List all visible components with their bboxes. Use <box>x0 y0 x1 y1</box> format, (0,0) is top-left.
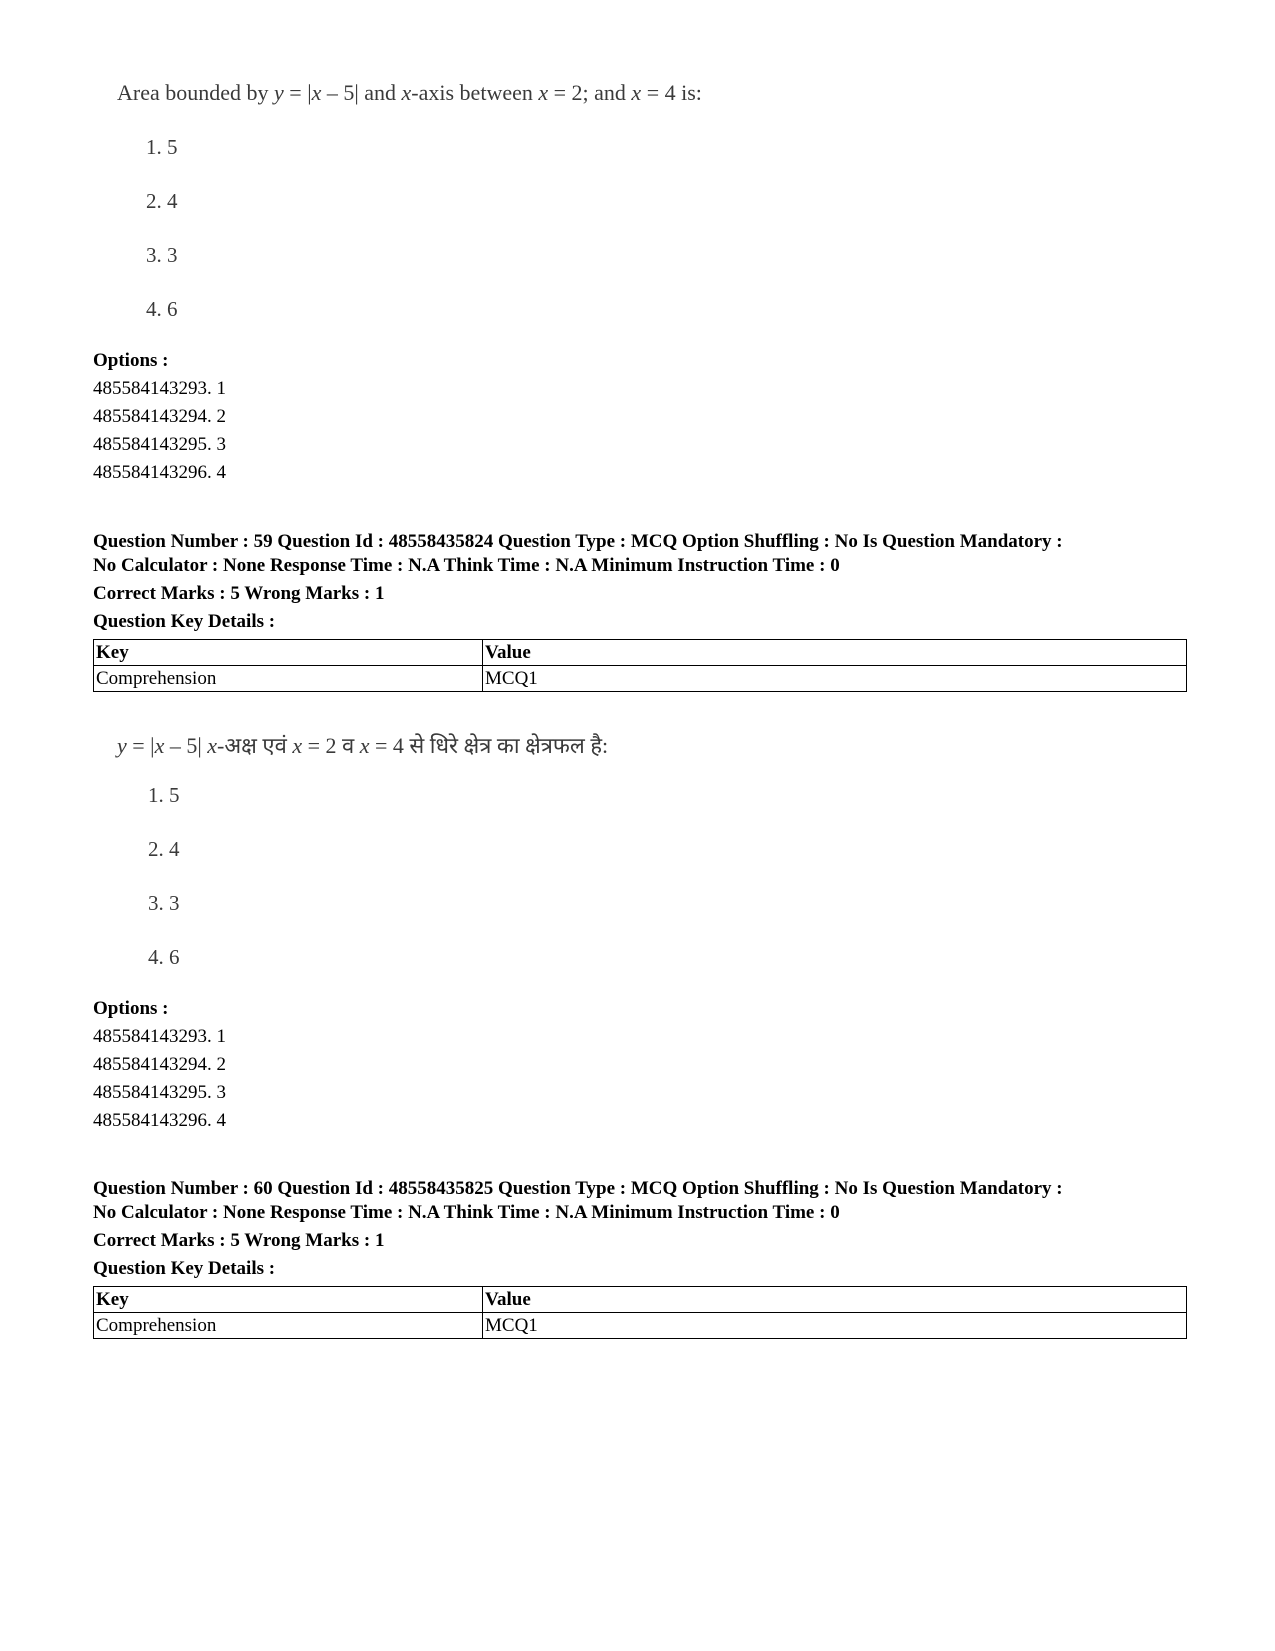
question-text-hindi <box>117 730 608 760</box>
q-text-part: = 2 व <box>302 733 360 758</box>
key-details-table <box>93 639 1187 692</box>
option-id: 485584143295. 3 <box>93 434 226 455</box>
option-id: 485584143296. 4 <box>93 1110 226 1131</box>
question-meta-line: No Calculator : None Response Time : N.A Think Time : N.A Minimum Instruction Time : 0 <box>93 555 840 576</box>
q-text-part: = | <box>283 80 312 105</box>
choice-item: 1. 5 <box>146 135 178 159</box>
q-text-part: -अक्ष एवं <box>217 733 293 758</box>
choice-item: 1. 5 <box>148 783 180 807</box>
choice-item: 3. 3 <box>148 891 180 915</box>
q-var: x <box>359 733 370 758</box>
option-id: 485584143294. 2 <box>93 1054 226 1075</box>
q-text-part: = 2; and <box>548 80 632 105</box>
option-id: 485584143295. 3 <box>93 1082 226 1103</box>
choice-item: 2. 4 <box>148 837 180 861</box>
table-cell: Comprehension <box>94 1313 483 1339</box>
key-details-label: Question Key Details : <box>93 1258 276 1279</box>
option-id: 485584143293. 1 <box>93 378 226 399</box>
marks-line: Correct Marks : 5 Wrong Marks : 1 <box>93 583 385 604</box>
option-id: 485584143296. 4 <box>93 462 226 483</box>
q-text-part: -axis between <box>411 80 539 105</box>
choice-item: 4. 6 <box>146 297 178 321</box>
options-block <box>93 347 226 487</box>
question-meta-line: No Calculator : None Response Time : N.A Think Time : N.A Minimum Instruction Time : 0 <box>93 1202 840 1223</box>
marks-line: Correct Marks : 5 Wrong Marks : 1 <box>93 1230 385 1251</box>
choice-item: 4. 6 <box>148 945 180 969</box>
table-header-cell: Key <box>94 1287 483 1313</box>
question-meta-line: Question Number : 59 Question Id : 48558435824 Question Type : MCQ Option Shuffling : No Is Question Mandatory : <box>93 531 1063 552</box>
q-var: x <box>154 733 165 758</box>
table-header-cell: Key <box>94 640 483 666</box>
table-header-row <box>94 640 1187 666</box>
q-var: x <box>311 80 322 105</box>
q-text-part: – 5| and <box>321 80 402 105</box>
option-id: 485584143293. 1 <box>93 1026 226 1047</box>
table-cell: Comprehension <box>94 666 483 692</box>
options-label: Options : <box>93 998 169 1019</box>
key-details-table <box>93 1286 1187 1339</box>
q-text-part: = | <box>126 733 155 758</box>
q-var: y <box>274 80 284 105</box>
question-meta-60 <box>93 1177 1173 1225</box>
choice-item: 2. 4 <box>146 189 178 213</box>
q-text-part: Area bounded by <box>117 80 275 105</box>
q-text-part: = 4 is: <box>641 80 702 105</box>
table-row <box>94 1313 1187 1339</box>
choice-item: 3. 3 <box>146 243 178 267</box>
key-details-label: Question Key Details : <box>93 611 276 632</box>
option-id: 485584143294. 2 <box>93 406 226 427</box>
q-var: x <box>631 80 642 105</box>
q-var: x <box>401 80 412 105</box>
q-var: x <box>292 733 303 758</box>
q-var: x <box>538 80 549 105</box>
options-label: Options : <box>93 350 169 371</box>
table-header-cell: Value <box>483 1287 1187 1313</box>
q-var: y <box>117 733 127 758</box>
table-header-cell: Value <box>483 640 1187 666</box>
q-var: x <box>207 733 218 758</box>
q-text-part: – 5| <box>164 733 208 758</box>
table-row <box>94 666 1187 692</box>
options-block <box>93 995 226 1135</box>
table-header-row <box>94 1287 1187 1313</box>
table-cell: MCQ1 <box>483 666 1187 692</box>
q-text-part: = 4 से धिरे क्षेत्र का क्षेत्रफल है: <box>369 733 609 758</box>
question-meta-line: Question Number : 60 Question Id : 48558435825 Question Type : MCQ Option Shuffling : No Is Question Mandatory : <box>93 1178 1063 1199</box>
question-meta-59 <box>93 530 1173 578</box>
question-text-english <box>117 80 702 106</box>
table-cell: MCQ1 <box>483 1313 1187 1339</box>
